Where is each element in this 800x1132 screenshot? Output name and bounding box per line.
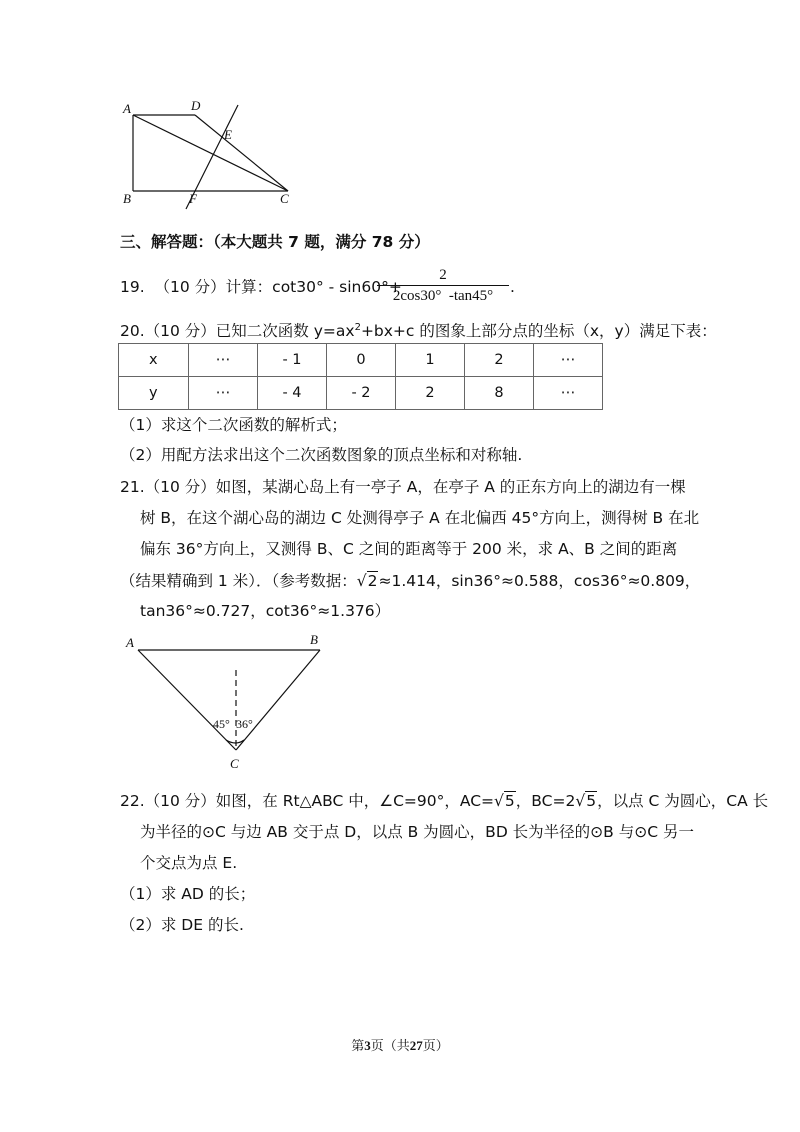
table-row (119, 377, 603, 410)
angle-45: 45° (213, 717, 230, 731)
label-C: C (230, 756, 239, 771)
table-cell: ⋯ (534, 344, 603, 377)
q22-line1-c: ，以点 C 为圆心，CA 长 (597, 792, 769, 810)
table-cell: 2 (396, 377, 465, 410)
q19-expression: 计算：cot30° - sin60°+ (225, 278, 402, 296)
figure-lake-triangle (120, 630, 340, 775)
q20-stem-a: 20.（10 分）已知二次函数 y=ax (120, 322, 355, 341)
section-heading-title: 三、解答题： (120, 233, 214, 251)
q20-part1: （1）求这个二次函数的解析式； (120, 416, 347, 434)
q21-line1: 21.（10 分）如图，某湖心岛上有一亭子 A，在亭子 A 的正东方向上的湖边有一棵 (120, 478, 686, 496)
label-D: D (191, 98, 201, 113)
q22-line1-a: 22.（10 分）如图，在 Rt△ABC 中，∠C=90°，AC= (120, 792, 495, 810)
q19-denominator: 2cos30° -tan45° (392, 288, 494, 304)
q19-score: （10 分） (154, 278, 226, 296)
q20-part2: （2）用配方法求出这个二次函数图象的顶点坐标和对称轴. (120, 446, 523, 464)
q22-part2: （2）求 DE 的长. (120, 916, 244, 934)
label-E: E (224, 127, 232, 142)
table-cell: x (119, 344, 189, 377)
q19-fraction (377, 266, 509, 306)
label-B: B (123, 191, 131, 206)
section-heading-sub: （本大题共 7 题，满分 78 分） (213, 233, 430, 251)
question-20 (120, 317, 717, 342)
table-cell: 0 (327, 344, 396, 377)
q19-suffix: . (510, 278, 515, 296)
q21-line4-b: ≈1.414，sin36°≈0.588，cos36°≈0.809， (378, 572, 701, 590)
table-cell: y (119, 377, 189, 410)
q22-line2: 为半径的⊙C 与边 AB 交于点 D，以点 B 为圆心，BD 长为半径的⊙B 与⊙C 另一 (140, 823, 694, 841)
section-heading (120, 231, 430, 253)
label-A: A (126, 635, 134, 650)
sqrt-5: √5 (575, 792, 597, 810)
diagonal-AC (133, 115, 288, 191)
table-cell: 8 (465, 377, 534, 410)
table-cell: 1 (396, 344, 465, 377)
side-DC (195, 115, 288, 191)
q21-line2: 树 B，在这个湖心岛的湖边 C 处测得亭子 A 在北偏西 45°方向上，测得树 B 在北 (140, 509, 700, 527)
q19-number: 19. (120, 278, 145, 296)
page-number: 3 (364, 1038, 371, 1053)
table-cell: ⋯ (534, 377, 603, 410)
angle-36: 36° (236, 717, 253, 731)
q22-part1: （1）求 AD 的长； (120, 885, 256, 903)
q22-line1 (120, 790, 768, 812)
label-C: C (280, 191, 289, 206)
table-cell: ⋯ (189, 344, 258, 377)
label-A: A (123, 101, 131, 116)
q19-numerator: 2 (439, 267, 447, 283)
table-cell: - 2 (327, 377, 396, 410)
q21-line3: 偏东 36°方向上，又测得 B、C 之间的距离等于 200 米，求 A、B 之间的距离 (140, 540, 678, 558)
q20-stem-sup: 2 (354, 322, 361, 333)
side-BC (236, 650, 320, 750)
table-cell: ⋯ (189, 377, 258, 410)
label-F: F (189, 191, 197, 206)
figure-trapezoid (120, 95, 300, 215)
side-AC (138, 650, 236, 750)
question-19 (120, 276, 402, 298)
table-cell: 2 (465, 344, 534, 377)
table-cell: - 1 (258, 344, 327, 377)
q21-line5: tan36°≈0.727，cot36°≈1.376） (140, 602, 391, 620)
q22-line3: 个交点为点 E. (140, 854, 238, 872)
table-cell: - 4 (258, 377, 327, 410)
label-B: B (310, 632, 318, 647)
q21-line4 (120, 570, 700, 592)
q21-line4-a: （结果精确到 1 米）．（参考数据： (120, 572, 357, 590)
q20-table (118, 343, 603, 410)
table-row (119, 344, 603, 377)
page-footer: 第3页（共27页） (351, 1038, 449, 1053)
page-total: 27 (409, 1038, 423, 1053)
sqrt-5: √5 (494, 792, 515, 810)
q20-stem-b: +bx+c 的图象上部分点的坐标（x，y）满足下表： (360, 322, 717, 341)
q22-line1-b: ，BC=2 (515, 792, 576, 810)
sqrt-2: √2 (356, 572, 378, 590)
